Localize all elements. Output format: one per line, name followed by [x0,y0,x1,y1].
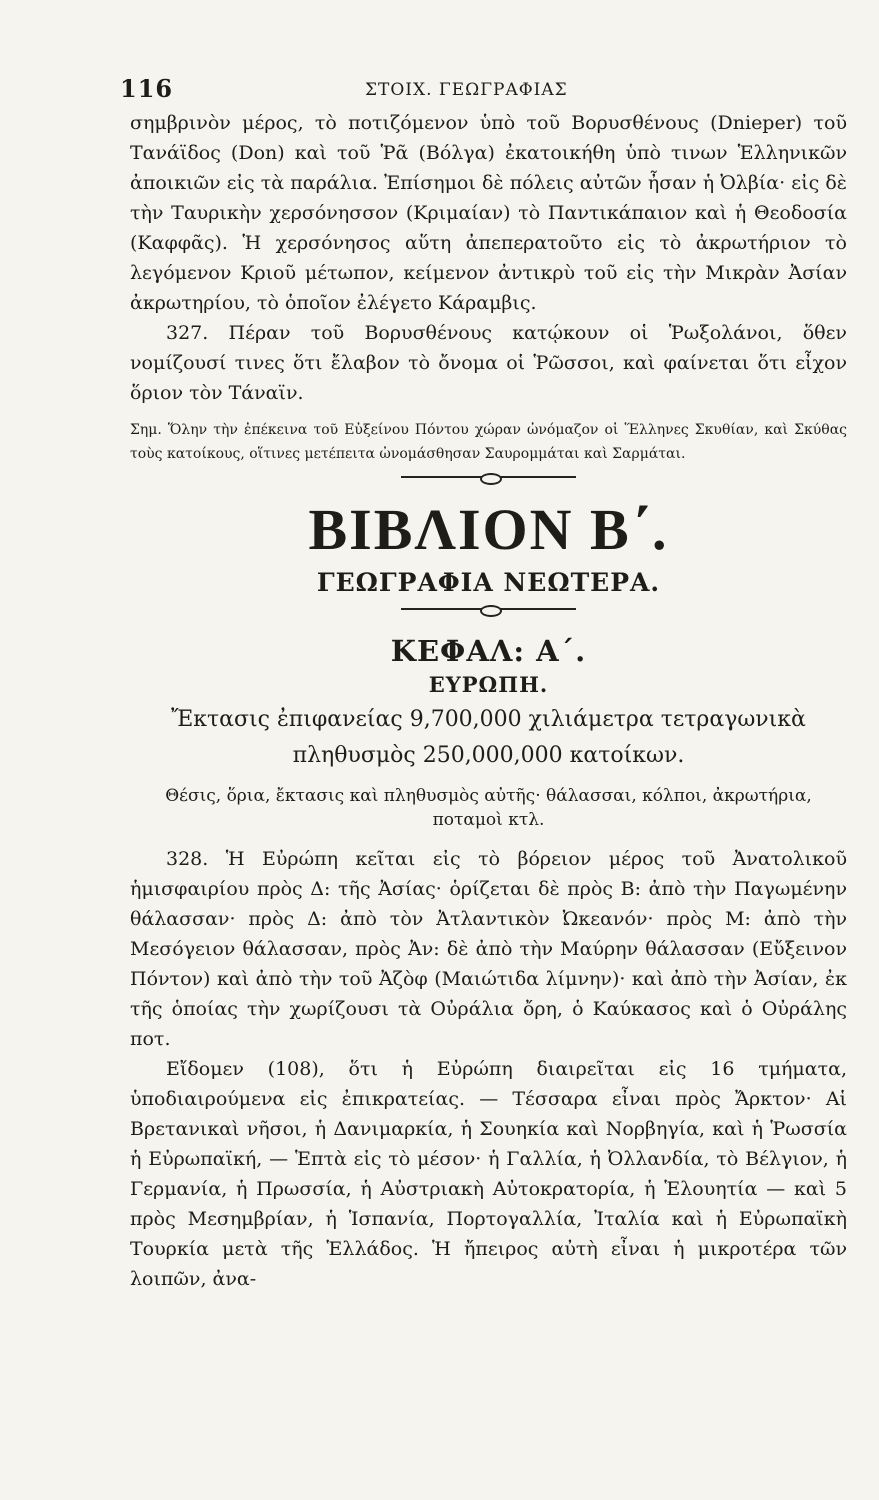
paragraph-326-end: σημβρινὸν μέρος, τὸ ποτιζόμενον ὑπὸ τοῦ Βορυσθένους (Dnieper) τοῦ Τανάϊδος (Don) καὶ τοῦ Ῥᾶ (Βόλγα) ἐκατοικήθη ὑπὸ τινων Ἑλληνικῶν ἀποικιῶν εἰς τὰ παράλια. Ἐπίσημοι δὲ πόλεις αὐτῶν ἦσαν ἡ Ὀλβία· εἰς δὲ τὴν Ταυρικὴν χερσόνησσον (Κριμαίαν) τὸ Παντικάπαιον καὶ ἡ Θεοδοσία (Καφφᾶς). Ἡ χερσόνησος αὕτη ἀπεπερατοῦτο εἰς τὸ ἀκρωτήριον τὸ λεγόμενον Κριοῦ μέτωπον, κείμενον ἀντικρὺ τοῦ εἰς τὴν Μικρὰν Ἀσίαν ἀκρωτηρίου, τὸ ὁποῖον ἐλέγετο Κάραμβις. [130,112,847,314]
page-number: 116 [120,74,174,103]
chapter-title: ΚΕΦΑΛ: Α΄. [390,634,587,668]
main-text [130,108,847,1294]
running-head: ΣΤΟΙΧ. ΓΕΩΓΡΑΦΙΑΣ [365,80,568,100]
section-summary-line-1: Θέσις, ὅρια, ἔκτασις καὶ πληθυσμὸς αὐτῆς· θάλασσαι, κόλποι, ἀκρωτήρια, [165,786,812,806]
population-line: πληθυσμὸς 250,000,000 κατοίκων. [292,743,685,768]
page-header [120,74,841,104]
ornament-rule-top [401,476,576,478]
book-title: ΒΙΒΛΙΟΝ Β΄. [308,497,669,562]
paragraph-328: 328. Ἡ Εὐρώπη κεῖται εἰς τὸ βόρειον μέρος τοῦ Ἀνατολικοῦ ἡμισφαιρίου πρὸς Δ: τῆς Ἀσίας· ὁρίζεται δὲ πρὸς Β: ἀπὸ τὴν Παγωμένην θάλασσαν· πρὸς Δ: ἀπὸ τὸν Ἀτλαντικὸν Ὠκεανόν· πρὸς Μ: ἀπὸ τὴν Μεσόγειον θάλασσαν, πρὸς Ἀν: δὲ ἀπὸ τὴν Μαύρην θάλασσαν (Εὔξεινον Πόντον) καὶ ἀπὸ τὴν τοῦ Ἀζὸφ (Μαιώτιδα λίμνην)· καὶ ἀπὸ τὴν Ἀσίαν, ἐκ τῆς ὁποίας τὴν χωρίζουσι τὰ Οὐράλια ὄρη, ὁ Καύκασος καὶ ὁ Οὐράλης ποτ. [130,848,847,1050]
paragraph-327: 327. Πέραν τοῦ Βορυσθένους κατῴκουν οἱ Ῥωξολάνοι, ὅθεν νομίζουσί τινες ὅτι ἔλαβον τὸ ὄνομα οἱ Ῥῶσσοι, καὶ φαίνεται ὅτι εἶχον ὅριον τὸν Τάναϊν. [130,322,847,404]
paragraph-divisions: Εἴδομεν (108), ὅτι ἡ Εὐρώπη διαιρεῖται εἰς 16 τμήματα, ὑποδιαιρούμενα εἰς ἐπικρατείας. — Τέσσαρα εἶναι πρὸς Ἄρκτον· Αἱ Βρετανικαὶ νῆσοι, ἡ Δανιμαρκία, ἡ Σουηκία καὶ Νορβηγία, καὶ ἡ Ῥωσσία ἡ Εὐρωπαϊκή, — Ἑπτὰ εἰς τὸ μέσον· ἡ Γαλλία, ἡ Ὀλλανδία, τὸ Βέλγιον, ἡ Γερμανία, ἡ Πρωσσία, ἡ Αὐστριακὴ Αὐτοκρατορία, ἡ Ἑλουητία — καὶ 5 πρὸς Μεσημβρίαν, ἡ Ἱσπανία, Πορτογαλλία, Ἰταλία καὶ ἡ Εὐρωπαϊκὴ Τουρκία μετὰ τῆς Ἑλλάδος. Ἡ ἤπειρος αὐτὴ εἶναι ἡ μικροτέρα τῶν λοιπῶν, ἀνα- [130,1058,847,1290]
ornament-rule-middle [401,608,576,610]
chapter-name: ΕΥΡΩΠΗ. [428,672,549,697]
footnote: Σημ. Ὅλην τὴν ἐπέκεινα τοῦ Εὐξείνου Πόντου χώραν ὠνόμαζον οἱ Ἕλληνες Σκυθίαν, καὶ Σκύθας τοὺς κατοίκους, οἵτινες μετέπειτα ὠνομάσθησαν Σαυρομμάται καὶ Σαρμάται. [130,422,847,462]
area-line: Ἔκτασις ἐπιφανείας 9,700,000 χιλιάμετρα τετραγωνικὰ [171,707,806,732]
section-summary-line-2: ποταμοὶ κτλ. [432,810,545,830]
book-subtitle: ΓΕΩΓΡΑΦΙΑ ΝΕΩΤΕΡΑ. [316,568,661,597]
